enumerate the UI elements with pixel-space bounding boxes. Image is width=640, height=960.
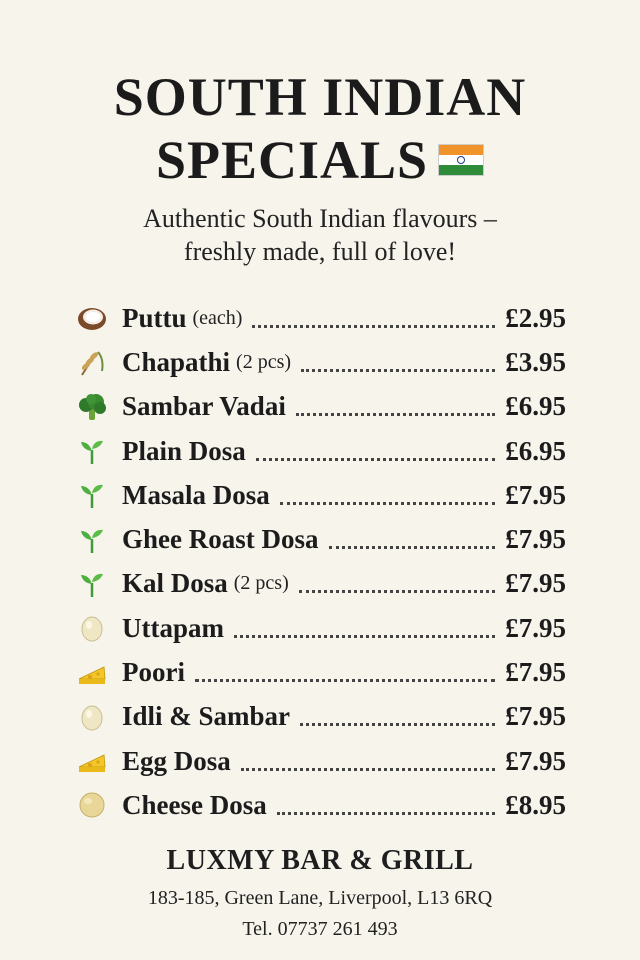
dot-leader — [256, 458, 495, 461]
menu-title-line2 — [0, 130, 640, 190]
broccoli-icon — [74, 391, 110, 423]
menu-item — [74, 296, 566, 340]
business-name: LUXMY BAR & GRILL — [166, 845, 474, 876]
business-address: 183-185, Green Lane, Liverpool, L13 6RQ — [147, 887, 493, 909]
menu-item-price: £6.95 — [505, 435, 566, 466]
menu-item-price: £7.95 — [505, 524, 566, 555]
menu-item-price: £7.95 — [505, 479, 566, 510]
business-telephone: Tel. 07737 261 493 — [242, 918, 398, 940]
sprout-icon — [74, 568, 110, 600]
menu-item-note: (each) — [192, 306, 243, 329]
menu-item-name: Idli & Sambar — [122, 701, 291, 732]
cheese-icon — [74, 745, 110, 777]
menu-item-name: Ghee Roast Dosa — [122, 524, 319, 555]
menu-item — [74, 739, 566, 783]
dot-leader — [241, 768, 495, 771]
egg-icon — [74, 612, 110, 644]
cheese-icon — [74, 657, 110, 689]
dot-leader — [234, 635, 495, 638]
menu-title-specials: SPECIALS — [155, 130, 429, 190]
wheat-icon — [74, 346, 110, 378]
sprout-icon — [74, 479, 110, 511]
menu-item — [74, 385, 566, 429]
dot-leader — [252, 325, 495, 328]
dot-leader — [300, 723, 495, 726]
menu-item-price: £7.95 — [505, 568, 566, 599]
menu-item-name: Plain Dosa — [122, 435, 246, 466]
coconut-icon — [74, 302, 110, 334]
dot-leader — [329, 546, 496, 549]
menu-item — [74, 650, 566, 694]
menu-item — [74, 783, 566, 827]
menu-item — [74, 473, 566, 517]
menu-item-note: (2 pcs) — [233, 572, 289, 595]
dot-leader — [195, 679, 495, 682]
menu-item-price: £7.95 — [505, 657, 566, 688]
menu-item — [74, 517, 566, 561]
dot-leader — [301, 369, 495, 372]
dot-leader — [277, 812, 496, 815]
menu-item — [74, 340, 566, 384]
menu-item — [74, 562, 566, 606]
menu-item-price: £7.95 — [505, 745, 566, 776]
dot-leader — [296, 413, 495, 416]
menu-item-name: Puttu — [122, 302, 187, 333]
menu-item-name: Uttapam — [122, 612, 224, 643]
menu-item-price: £6.95 — [505, 391, 566, 422]
menu-item-price: £2.95 — [505, 302, 566, 333]
menu-item-price: £3.95 — [505, 346, 566, 377]
dot-leader — [280, 502, 496, 505]
menu-title-line1: SOUTH INDIAN — [113, 67, 527, 127]
menu-item-price: £7.95 — [505, 612, 566, 643]
menu-item-name: Kal Dosa — [122, 568, 228, 599]
menu-item-name: Poori — [122, 657, 185, 688]
subtitle-line2: freshly made, full of love! — [183, 237, 457, 266]
dot-leader — [299, 590, 496, 593]
india-flag-icon — [438, 144, 484, 176]
menu-item-name: Sambar Vadai — [122, 391, 286, 422]
menu-item-price: £8.95 — [505, 789, 566, 820]
menu-item-name: Masala Dosa — [122, 479, 270, 510]
menu-item-note: (2 pcs) — [236, 350, 292, 373]
egg-icon — [74, 701, 110, 733]
menu-list — [74, 296, 566, 828]
sprout-icon — [74, 524, 110, 556]
menu-item — [74, 695, 566, 739]
subtitle-line1: Authentic South Indian flavours – — [143, 204, 497, 233]
menu-item — [74, 429, 566, 473]
sprout-icon — [74, 435, 110, 467]
round-bread-icon — [74, 789, 110, 821]
menu-item-name: Egg Dosa — [122, 745, 231, 776]
menu-item-price: £7.95 — [505, 701, 566, 732]
menu-item-name: Cheese Dosa — [122, 789, 267, 820]
menu-item — [74, 606, 566, 650]
menu-item-name: Chapathi — [122, 346, 231, 377]
